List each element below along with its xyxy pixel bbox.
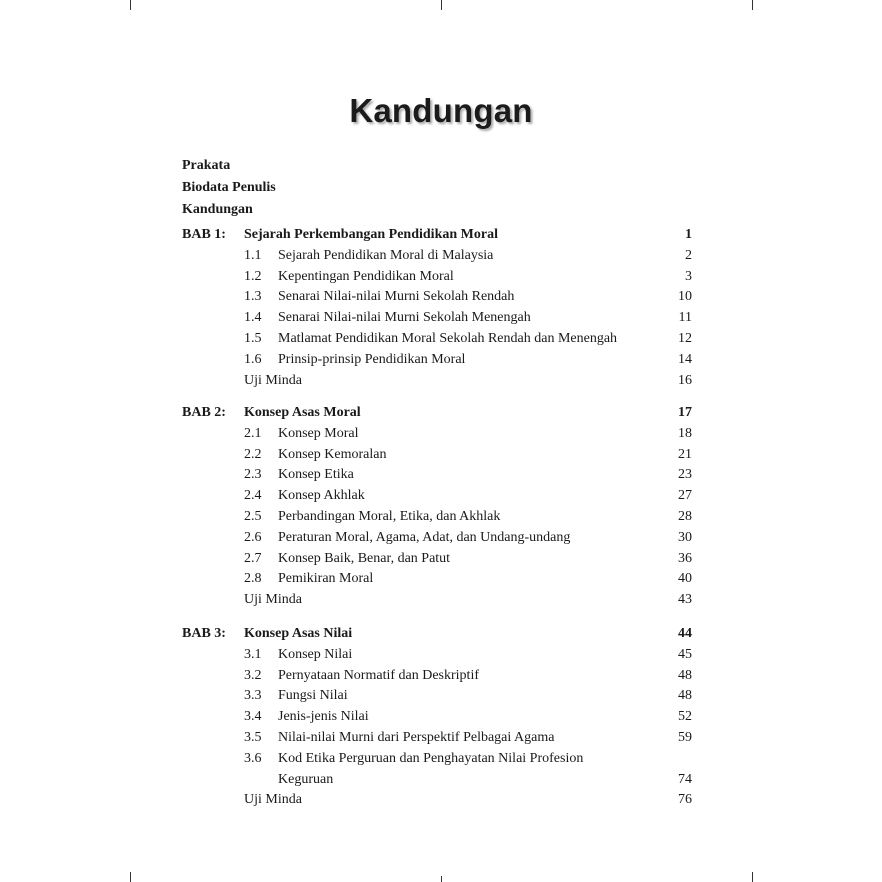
uji-minda-label: Uji Minda [244, 792, 302, 807]
chapter-title: Konsep Asas Nilai [244, 626, 353, 641]
page-number: 59 [678, 730, 692, 745]
section-title: Matlamat Pendidikan Moral Sekolah Rendah dan Menengah [278, 331, 618, 346]
section-row[interactable] [182, 647, 692, 667]
uji-minda-label: Uji Minda [244, 592, 302, 607]
front-matter-item[interactable]: Biodata Penulis [182, 180, 276, 195]
page-number: 3 [685, 269, 692, 284]
section-number: 3.6 [244, 751, 262, 766]
section-row[interactable] [182, 289, 692, 309]
page-number: 43 [678, 592, 692, 607]
section-number: 3.2 [244, 668, 262, 683]
page-number: 2 [685, 248, 692, 263]
section-number: 3.1 [244, 647, 262, 662]
section-row[interactable] [182, 269, 692, 289]
page-number: 76 [678, 792, 692, 807]
section-number: 2.3 [244, 467, 262, 482]
section-row[interactable] [182, 467, 692, 487]
section-title: Senarai Nilai-nilai Murni Sekolah Menengah [278, 310, 531, 325]
uji-minda-row[interactable] [182, 373, 692, 393]
section-row[interactable] [182, 668, 692, 688]
chapter-row[interactable] [182, 405, 692, 425]
section-number: 1.5 [244, 331, 262, 346]
section-title: Sejarah Pendidikan Moral di Malaysia [278, 248, 494, 263]
uji-minda-label: Uji Minda [244, 373, 302, 388]
section-title: Konsep Nilai [278, 647, 353, 662]
section-row[interactable] [182, 530, 692, 550]
section-row[interactable] [182, 488, 692, 508]
page-number: 14 [678, 352, 692, 367]
chapter-row[interactable] [182, 626, 692, 646]
page-number: 23 [678, 467, 692, 482]
section-title: Nilai-nilai Murni dari Perspektif Pelbagai Agama [278, 730, 555, 745]
section-number: 3.4 [244, 709, 262, 724]
page-number: 48 [678, 688, 692, 703]
section-row[interactable] [182, 509, 692, 529]
page-number: 44 [678, 626, 692, 641]
front-matter-item[interactable]: Prakata [182, 158, 231, 173]
section-title: Prinsip-prinsip Pendidikan Moral [278, 352, 466, 367]
section-row[interactable] [182, 751, 692, 771]
section-row[interactable] [182, 310, 692, 330]
section-number: 2.5 [244, 509, 262, 524]
crop-mark [130, 872, 131, 882]
section-title: Konsep Kemoralan [278, 447, 387, 462]
section-row[interactable] [182, 551, 692, 571]
section-row[interactable] [182, 709, 692, 729]
chapter-title: Sejarah Perkembangan Pendidikan Moral [244, 227, 498, 242]
page-number: 16 [678, 373, 692, 388]
uji-minda-row[interactable] [182, 792, 692, 812]
section-number: 2.7 [244, 551, 262, 566]
section-number: 2.8 [244, 571, 262, 586]
section-number: 2.1 [244, 426, 262, 441]
chapter-label: BAB 3: [182, 626, 226, 641]
section-row[interactable] [182, 331, 692, 351]
page-number: 10 [678, 289, 692, 304]
section-title: Konsep Moral [278, 426, 359, 441]
page-number: 40 [678, 571, 692, 586]
section-number: 2.6 [244, 530, 262, 545]
section-title: Pernyataan Normatif dan Deskriptif [278, 668, 479, 683]
page-number: 27 [678, 488, 692, 503]
chapter-label: BAB 2: [182, 405, 226, 420]
section-title: Konsep Akhlak [278, 488, 365, 503]
page-number: 48 [678, 668, 692, 683]
section-number: 2.4 [244, 488, 262, 503]
uji-minda-row[interactable] [182, 592, 692, 612]
section-title: Pemikiran Moral [278, 571, 374, 586]
page-number: 1 [685, 227, 692, 242]
front-matter-item[interactable]: Kandungan [182, 202, 253, 217]
crop-mark [130, 0, 131, 10]
section-row[interactable] [182, 571, 692, 591]
chapter-row[interactable] [182, 227, 692, 247]
page-title: Kandungan [349, 92, 533, 129]
page-number: 18 [678, 426, 692, 441]
section-number: 1.1 [244, 248, 262, 263]
section-title: Konsep Baik, Benar, dan Patut [278, 551, 451, 566]
page-number: 30 [678, 530, 692, 545]
section-row-continued[interactable] [182, 772, 692, 792]
section-title: Konsep Etika [278, 467, 354, 482]
page-number: 12 [678, 331, 692, 346]
page-number: 74 [678, 772, 692, 787]
crop-mark [752, 872, 753, 882]
crop-mark [441, 876, 442, 882]
section-number: 1.2 [244, 269, 262, 284]
section-title: Peraturan Moral, Agama, Adat, dan Undang-undang [278, 530, 571, 545]
chapter-title: Konsep Asas Moral [244, 405, 361, 420]
section-title: Perbandingan Moral, Etika, dan Akhlak [278, 509, 501, 524]
page-number: 11 [678, 310, 692, 325]
section-row[interactable] [182, 426, 692, 446]
page-number: 28 [678, 509, 692, 524]
page-number: 21 [678, 447, 692, 462]
page-number: 36 [678, 551, 692, 566]
section-row[interactable] [182, 730, 692, 750]
section-row[interactable] [182, 447, 692, 467]
section-number: 1.3 [244, 289, 262, 304]
section-title: Senarai Nilai-nilai Murni Sekolah Rendah [278, 289, 515, 304]
crop-mark [441, 0, 442, 10]
page-number: 45 [678, 647, 692, 662]
section-title: Kepentingan Pendidikan Moral [278, 269, 454, 284]
chapter-label: BAB 1: [182, 227, 226, 242]
section-title: Jenis-jenis Nilai [278, 709, 369, 724]
section-number: 3.3 [244, 688, 262, 703]
section-number: 2.2 [244, 447, 262, 462]
section-number: 1.4 [244, 310, 262, 325]
section-title: Keguruan [278, 772, 334, 787]
section-title: Kod Etika Perguruan dan Penghayatan Nilai Profesion [278, 751, 584, 766]
section-row[interactable] [182, 352, 692, 372]
page-number: 52 [678, 709, 692, 724]
section-number: 3.5 [244, 730, 262, 745]
page-number: 17 [678, 405, 692, 420]
section-row[interactable] [182, 688, 692, 708]
crop-mark [752, 0, 753, 10]
section-row[interactable] [182, 248, 692, 268]
section-title: Fungsi Nilai [278, 688, 348, 703]
section-number: 1.6 [244, 352, 262, 367]
